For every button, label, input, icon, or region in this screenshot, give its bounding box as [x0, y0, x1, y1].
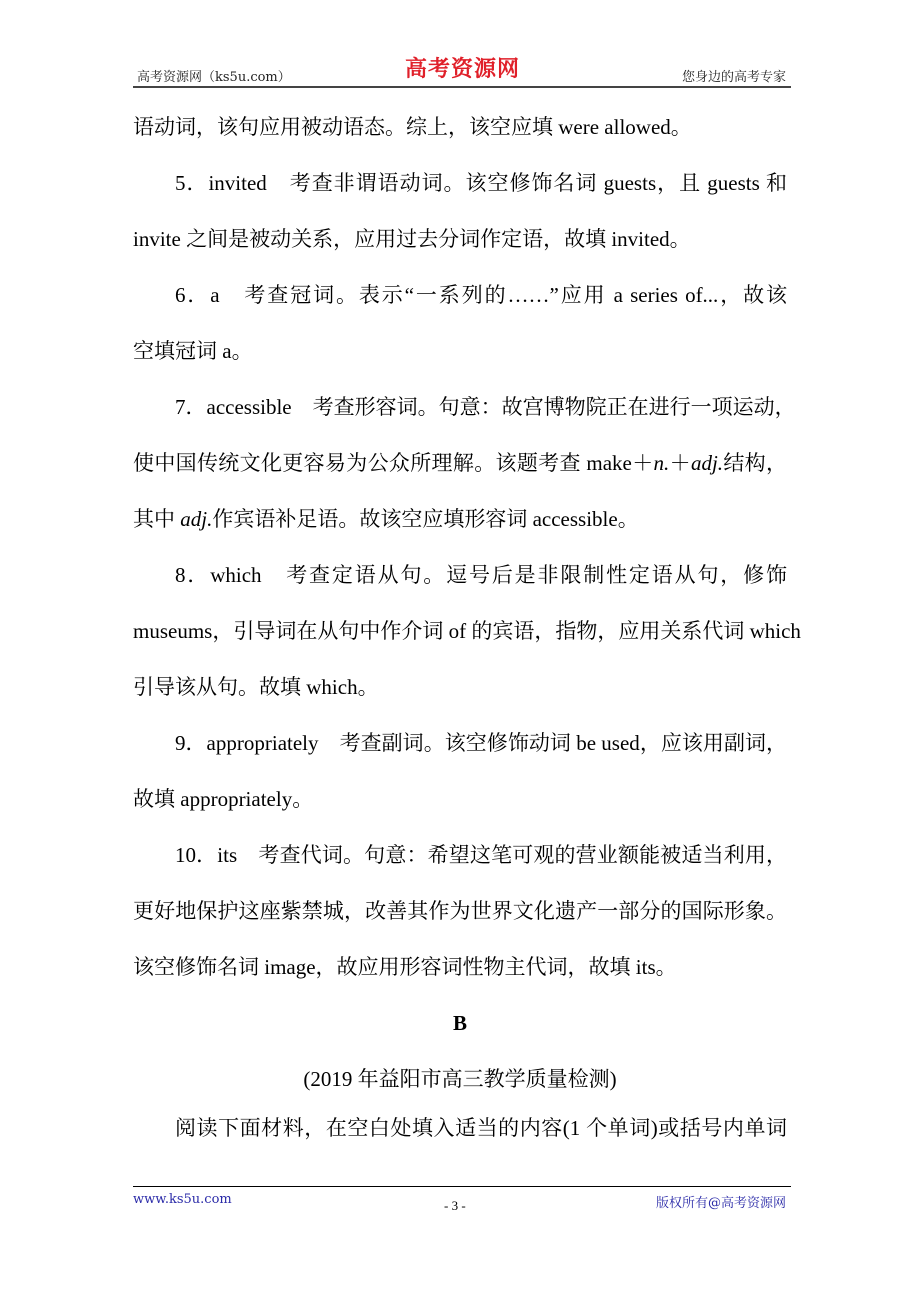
header-site-name: 高考资源网（ks5u.com）	[137, 70, 291, 85]
answer-7: 7．accessible 考查形容词。句意：故宫博物院正在进行一项运动，	[175, 395, 796, 419]
text-line: 该空修饰名词 image，故应用形容词性物主代词，故填 its。	[133, 955, 677, 979]
answer-5: 5．invited 考查非谓语动词。该空修饰名词 guests，且 guests 和	[175, 171, 787, 195]
footer-divider	[133, 1186, 791, 1187]
instruction-line: 阅读下面材料，在空白处填入适当的内容(1 个单词)或括号内单词	[175, 1116, 787, 1140]
italic-n: n.	[653, 451, 670, 475]
text-line: 更好地保护这座紫禁城，改善其作为世界文化遗产一部分的国际形象。	[133, 899, 787, 923]
answer-6: 6．a 考查冠词。表示“一系列的……”应用 a series of...，故该	[175, 283, 787, 307]
header-divider	[133, 86, 791, 88]
text-line: invite 之间是被动关系，应用过去分词作定语，故填 invited。	[133, 227, 691, 251]
text-segment: 使中国传统文化更容易为公众所理解。该题考查 make＋	[133, 451, 654, 475]
footer-copyright: 版权所有@高考资源网	[655, 1196, 786, 1211]
section-source: (2019 年益阳市高三教学质量检测)	[303, 1067, 617, 1091]
text-line: museums，引导词在从句中作介词 of 的宾语，指物，应用关系代词 which	[133, 619, 801, 643]
footer-link[interactable]: www.ks5u.com	[133, 1192, 232, 1207]
text-segment: ＋	[669, 451, 691, 475]
page-number: - 3 -	[444, 1198, 466, 1213]
text-line: 空填冠词 a。	[133, 339, 253, 363]
text-line: 语动词，该句应用被动语态。综上，该空应填 were allowed。	[133, 115, 692, 139]
text-segment: 其中	[133, 507, 181, 531]
italic-adj: adj.	[180, 507, 213, 531]
header-logo: 高考资源网	[405, 56, 521, 82]
text-segment: 作宾语补足语。故该空应填形容词 accessible。	[212, 507, 639, 531]
text-line	[133, 449, 787, 477]
text-line: 引导该从句。故填 which。	[133, 675, 379, 699]
answer-8: 8．which 考查定语从句。逗号后是非限制性定语从句，修饰	[175, 563, 787, 587]
answer-10: 10．its 考查代词。句意：希望这笔可观的营业额能被适当利用，	[175, 843, 787, 867]
text-segment: 结构，	[723, 451, 788, 475]
section-heading: B	[452, 1011, 467, 1035]
text-line	[133, 505, 787, 533]
answer-9: 9．appropriately 考查副词。该空修饰动词 be used，应该用副词，	[175, 731, 787, 755]
italic-adj: adj.	[690, 451, 724, 475]
text-line: 故填 appropriately。	[133, 787, 314, 811]
header-slogan: 您身边的高考专家	[681, 70, 786, 85]
